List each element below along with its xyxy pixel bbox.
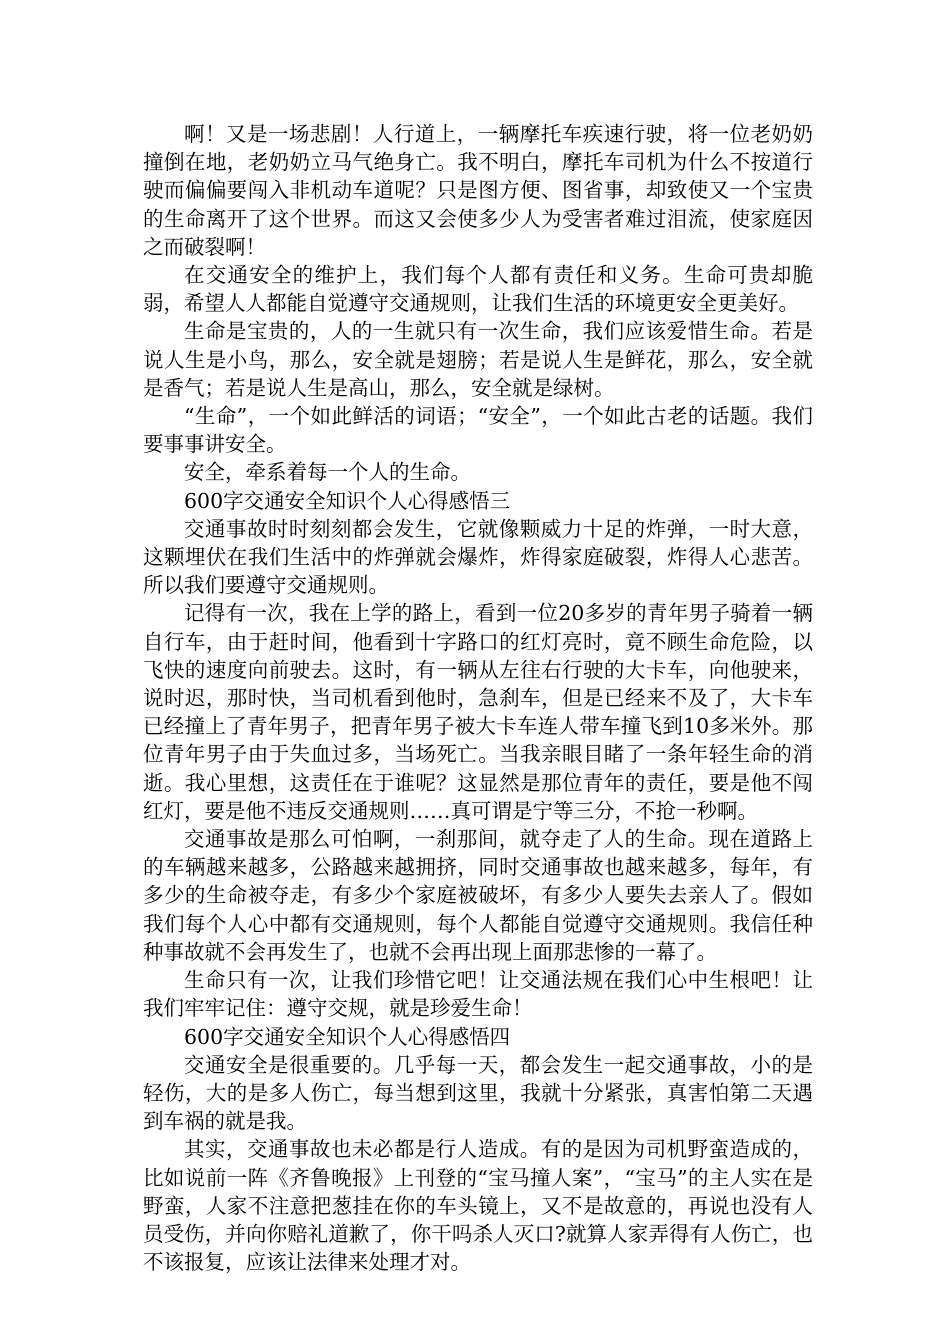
paragraph: 在交通安全的维护上，我们每个人都有责任和义务。生命可贵却脆弱，希望人人都能自觉遵守交通规则，让我们生活的环境更安全更美好。 <box>143 263 813 316</box>
paragraph: 安全，牵系着每一个人的生命。 <box>184 460 471 485</box>
paragraph: 其实，交通事故也未必都是行人造成。有的是因为司机野蛮造成的，比如说前一阵《齐鲁晚报》上刊登的“宝马撞人案”，“宝马”的主人实在是野蛮，人家不注意把葱挂在你的车头镜上，又不是故意的，再说也没有人员受伤，并向你赔礼道歉了，你干吗杀人灭口?就算人家弄得有人伤亡，也不该报复，应该让法律来处理才对。 <box>143 1137 813 1275</box>
section-heading: 600字交通安全知识个人心得感悟三 <box>184 488 511 513</box>
section-heading: 600字交通安全知识个人心得感悟四 <box>184 1024 511 1049</box>
paragraph: 交通安全是很重要的。几乎每一天，都会发生一起交通事故，小的是轻伤，大的是多人伤亡，每当想到这里，我就十分紧张，真害怕第二天遇到车祸的就是我。 <box>143 1052 813 1134</box>
paragraph: 交通事故是那么可怕啊，一刹那间，就夺走了人的生命。现在道路上的车辆越来越多，公路越来越拥挤，同时交通事故也越来越多，每年，有多少的生命被夺走，有多少个家庭被破坏，有多少人要失去亲人了。假如我们每个人心中都有交通规则，每个人都能自觉遵守交通规则。我信任种种事故就不会再发生了，也就不会再出现上面那悲惨的一幕了。 <box>143 827 813 964</box>
paragraph: 啊！又是一场悲剧！人行道上，一辆摩托车疾速行驶，将一位老奶奶撞倒在地，老奶奶立马气绝身亡。我不明白，摩托车司机为什么不按道行驶而偏偏要闯入非机动车道呢？只是图方便、图省事，却致使又一个宝贵的生命离开了这个世界。而这又会使多少人为受害者难过泪流，使家庭因之而破裂啊！ <box>143 122 813 259</box>
paragraph: 生命是宝贵的，人的一生就只有一次生命，我们应该爱惜生命。若是说人生是小鸟，那么，安全就是翅膀；若是说人生是鲜花，那么，安全就是香气；若是说人生是高山，那么，安全就是绿树。 <box>143 319 813 400</box>
document-page <box>143 120 813 1276</box>
paragraph: 记得有一次，我在上学的路上，看到一位20多岁的青年男子骑着一辆自行车，由于赶时间，他看到十字路口的红灯亮时，竟不顾生命危险，以飞快的速度向前驶去。这时，有一辆从左往右行驶的大卡车，向他驶来，说时迟，那时快，当司机看到他时，急刹车，但是已经来不及了，大卡车已经撞上了青年男子，把青年男子被大卡车连人带车撞飞到10多米外。那位青年男子由于失血过多，当场死亡。当我亲眼目睹了一条年轻生命的消逝。我心里想，这责任在于谁呢？这显然是那位青年的责任，要是他不闯红灯，要是他不违反交通规则……真可谓是宁等三分，不抢一秒啊。 <box>143 601 813 823</box>
paragraph: “生命”，一个如此鲜活的词语；“安全”，一个如此古老的话题。我们要事事讲安全。 <box>143 404 813 457</box>
paragraph: 生命只有一次，让我们珍惜它吧！让交通法规在我们心中生根吧！让我们牢牢记住：遵守交规，就是珍爱生命！ <box>143 968 813 1021</box>
paragraph: 交通事故时时刻刻都会发生，它就像颗威力十足的炸弹，一时大意，这颗埋伏在我们生活中的炸弹就会爆炸，炸得家庭破裂，炸得人心悲苦。所以我们要遵守交通规则。 <box>143 516 813 598</box>
